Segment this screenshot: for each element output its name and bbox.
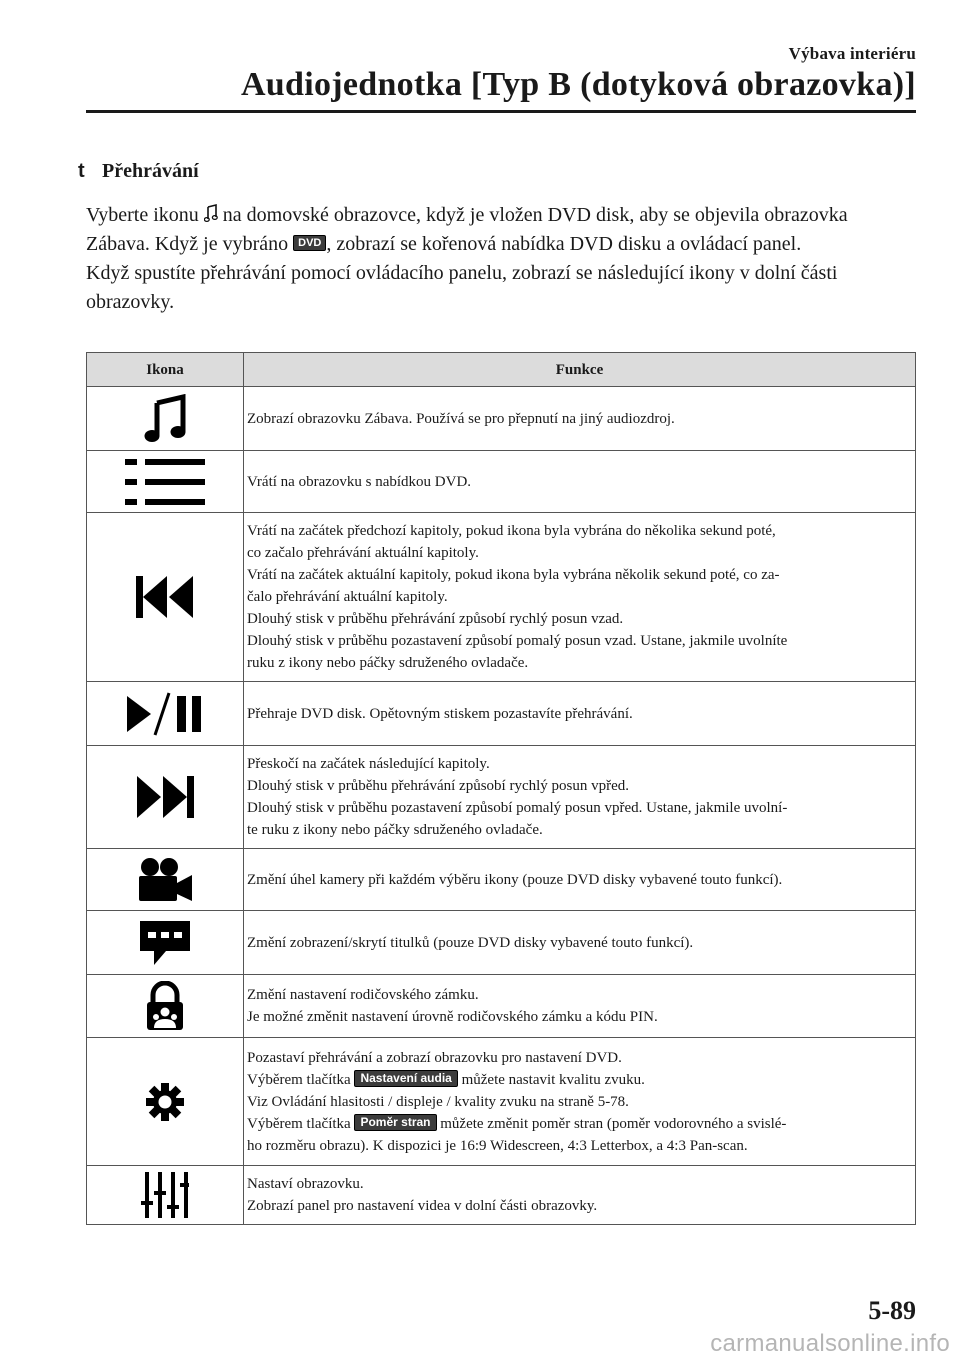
subtitle-icon <box>138 919 192 967</box>
table-cell-function <box>244 1166 916 1225</box>
table-row <box>87 975 916 1038</box>
column-header-function: Funkce <box>244 353 916 387</box>
intro-text-c: , zobrazí se kořenová nabídka DVD disku a ovládací panel. <box>326 233 802 255</box>
intro-text-b: na domovské obrazovce, když je vložen DVD disk, aby se objevila obrazovka Zábava. Když je vybráno <box>86 204 848 255</box>
function-line <box>247 1113 911 1135</box>
function-line: Nastaví obrazovku. <box>247 1176 364 1192</box>
dvd-button-chip: DVD <box>293 235 326 251</box>
table-cell-function <box>244 975 916 1038</box>
table-cell-function <box>244 682 916 746</box>
function-line: Vrátí na začátek aktuální kapitoly, pokud ikona byla vybrána několik sekund poté, co za- <box>247 567 780 583</box>
function-line: Viz Ovládání hlasitosti / displeje / kvality zvuku na straně 5-78. <box>247 1093 629 1110</box>
function-line: čalo přehrávání aktuální kapitoly. <box>247 589 448 605</box>
aspect-ratio-button-chip: Poměr stran <box>354 1114 436 1131</box>
table-cell-icon <box>87 387 244 451</box>
table-cell-icon <box>87 1166 244 1225</box>
table-cell-icon <box>87 513 244 682</box>
function-text: můžete nastavit kvalitu zvuku. <box>457 1071 645 1088</box>
function-line <box>247 1069 911 1091</box>
table-cell-icon <box>87 1038 244 1166</box>
function-line: te ruku z ikony nebo páčky sdruženého ovladače. <box>247 822 543 838</box>
table-row <box>87 911 916 975</box>
column-header-icon: Ikona <box>87 353 244 387</box>
table-cell-icon <box>87 849 244 911</box>
parental-lock-icon <box>145 981 185 1031</box>
section-heading <box>78 160 199 183</box>
table-cell-function <box>244 746 916 849</box>
intro-paragraph-1 <box>86 201 916 259</box>
camera-angle-icon <box>137 857 193 903</box>
function-line: Zobrazí panel pro nastavení videa v dolní části obrazovky. <box>247 1198 598 1214</box>
play-pause-icon <box>127 692 203 736</box>
function-line: ruku z ikony nebo páčky sdruženého ovladače. <box>247 655 529 671</box>
function-line: ho rozměru obrazu). K dispozici je 16:9 Widescreen, 4:3 Letterbox, a 4:3 Pan-scan. <box>247 1137 748 1154</box>
function-line: co začalo přehrávání aktuální kapitoly. <box>247 545 479 561</box>
function-text: Výběrem tlačítka <box>247 1115 355 1132</box>
table-cell-icon <box>87 451 244 513</box>
intro-paragraph-2: Když spustíte přehrávání pomocí ovládacího panelu, zobrazí se následující ikony v dolní části obrazovky. <box>86 262 838 313</box>
page-title: Audiojednotka [Typ B (dotyková obrazovka)] <box>240 66 916 103</box>
table-row <box>87 849 916 911</box>
function-line: Pozastaví přehrávání a zobrazí obrazovku pro nastavení DVD. <box>247 1049 622 1066</box>
function-line: Změní nastavení rodičovského zámku. <box>247 987 479 1003</box>
music-note-icon <box>143 394 187 444</box>
video-adjust-sliders-icon <box>141 1171 189 1219</box>
table-row <box>87 682 916 746</box>
skip-next-icon <box>136 776 194 818</box>
table-cell-icon <box>87 682 244 746</box>
table-cell-icon <box>87 746 244 849</box>
audio-settings-button-chip: Nastavení audia <box>354 1070 457 1087</box>
function-line: Vrátí na obrazovku s nabídkou DVD. <box>247 473 472 490</box>
menu-list-icon <box>125 459 205 505</box>
table-row <box>87 1038 916 1166</box>
function-line: Zobrazí obrazovku Zábava. Používá se pro přepnutí na jiný audiozdroj. <box>247 410 675 427</box>
table-row <box>87 513 916 682</box>
intro-text <box>86 201 916 317</box>
table-row <box>87 387 916 451</box>
function-line: Je možné změnit nastavení úrovně rodičovského zámku a kódu PIN. <box>247 1009 658 1025</box>
table-cell-function <box>244 451 916 513</box>
function-line: Změní zobrazení/skrytí titulků (pouze DVD disky vybavené touto funkcí). <box>247 934 694 951</box>
section-heading-text: Přehrávání <box>102 160 199 182</box>
function-line: Přehraje DVD disk. Opětovným stiskem pozastavíte přehrávání. <box>247 705 633 722</box>
function-text: můžete změnit poměr stran (poměr vodorovného a svislé- <box>436 1115 787 1132</box>
table-row <box>87 746 916 849</box>
table-cell-icon <box>87 911 244 975</box>
music-note-inline-icon <box>204 203 218 223</box>
table-cell-function <box>244 1038 916 1166</box>
function-line: Vrátí na začátek předchozí kapitoly, pokud ikona byla vybrána do několika sekund poté, <box>247 523 776 539</box>
section-bullet: t <box>78 160 85 182</box>
icon-function-table <box>86 352 916 1225</box>
function-text: Výběrem tlačítka <box>247 1071 355 1088</box>
function-line: Dlouhý stisk v průběhu pozastavení způsobí pomalý posun vpřed. Ustane, jakmile uvolní- <box>247 800 788 816</box>
table-cell-icon <box>87 975 244 1038</box>
function-line: Změní úhel kamery při každém výběru ikony (pouze DVD disky vybavené touto funkcí). <box>247 871 783 888</box>
settings-gear-icon <box>145 1082 185 1122</box>
intro-text-a: Vyberte ikonu <box>86 204 204 226</box>
function-line: Dlouhý stisk v průběhu pozastavení způsobí pomalý posun vzad. Ustane, jakmile uvolníte <box>247 633 788 649</box>
site-watermark: carmanualsonline.info <box>710 1330 950 1357</box>
table-header-row <box>87 353 916 387</box>
table-row <box>87 451 916 513</box>
table-cell-function <box>244 513 916 682</box>
function-line: Dlouhý stisk v průběhu přehrávání způsobí rychlý posun vpřed. <box>247 778 630 794</box>
function-line: Přeskočí na začátek následující kapitoly. <box>247 756 490 772</box>
table-cell-function <box>244 849 916 911</box>
table-cell-function <box>244 911 916 975</box>
header-section-label: Výbava interiéru <box>788 44 916 63</box>
page-number: 5-89 <box>868 1296 916 1325</box>
table-cell-function <box>244 387 916 451</box>
header-rule <box>86 110 916 113</box>
skip-previous-icon <box>136 576 194 618</box>
function-line: Dlouhý stisk v průběhu přehrávání způsobí rychlý posun vzad. <box>247 611 624 627</box>
table-row <box>87 1166 916 1225</box>
